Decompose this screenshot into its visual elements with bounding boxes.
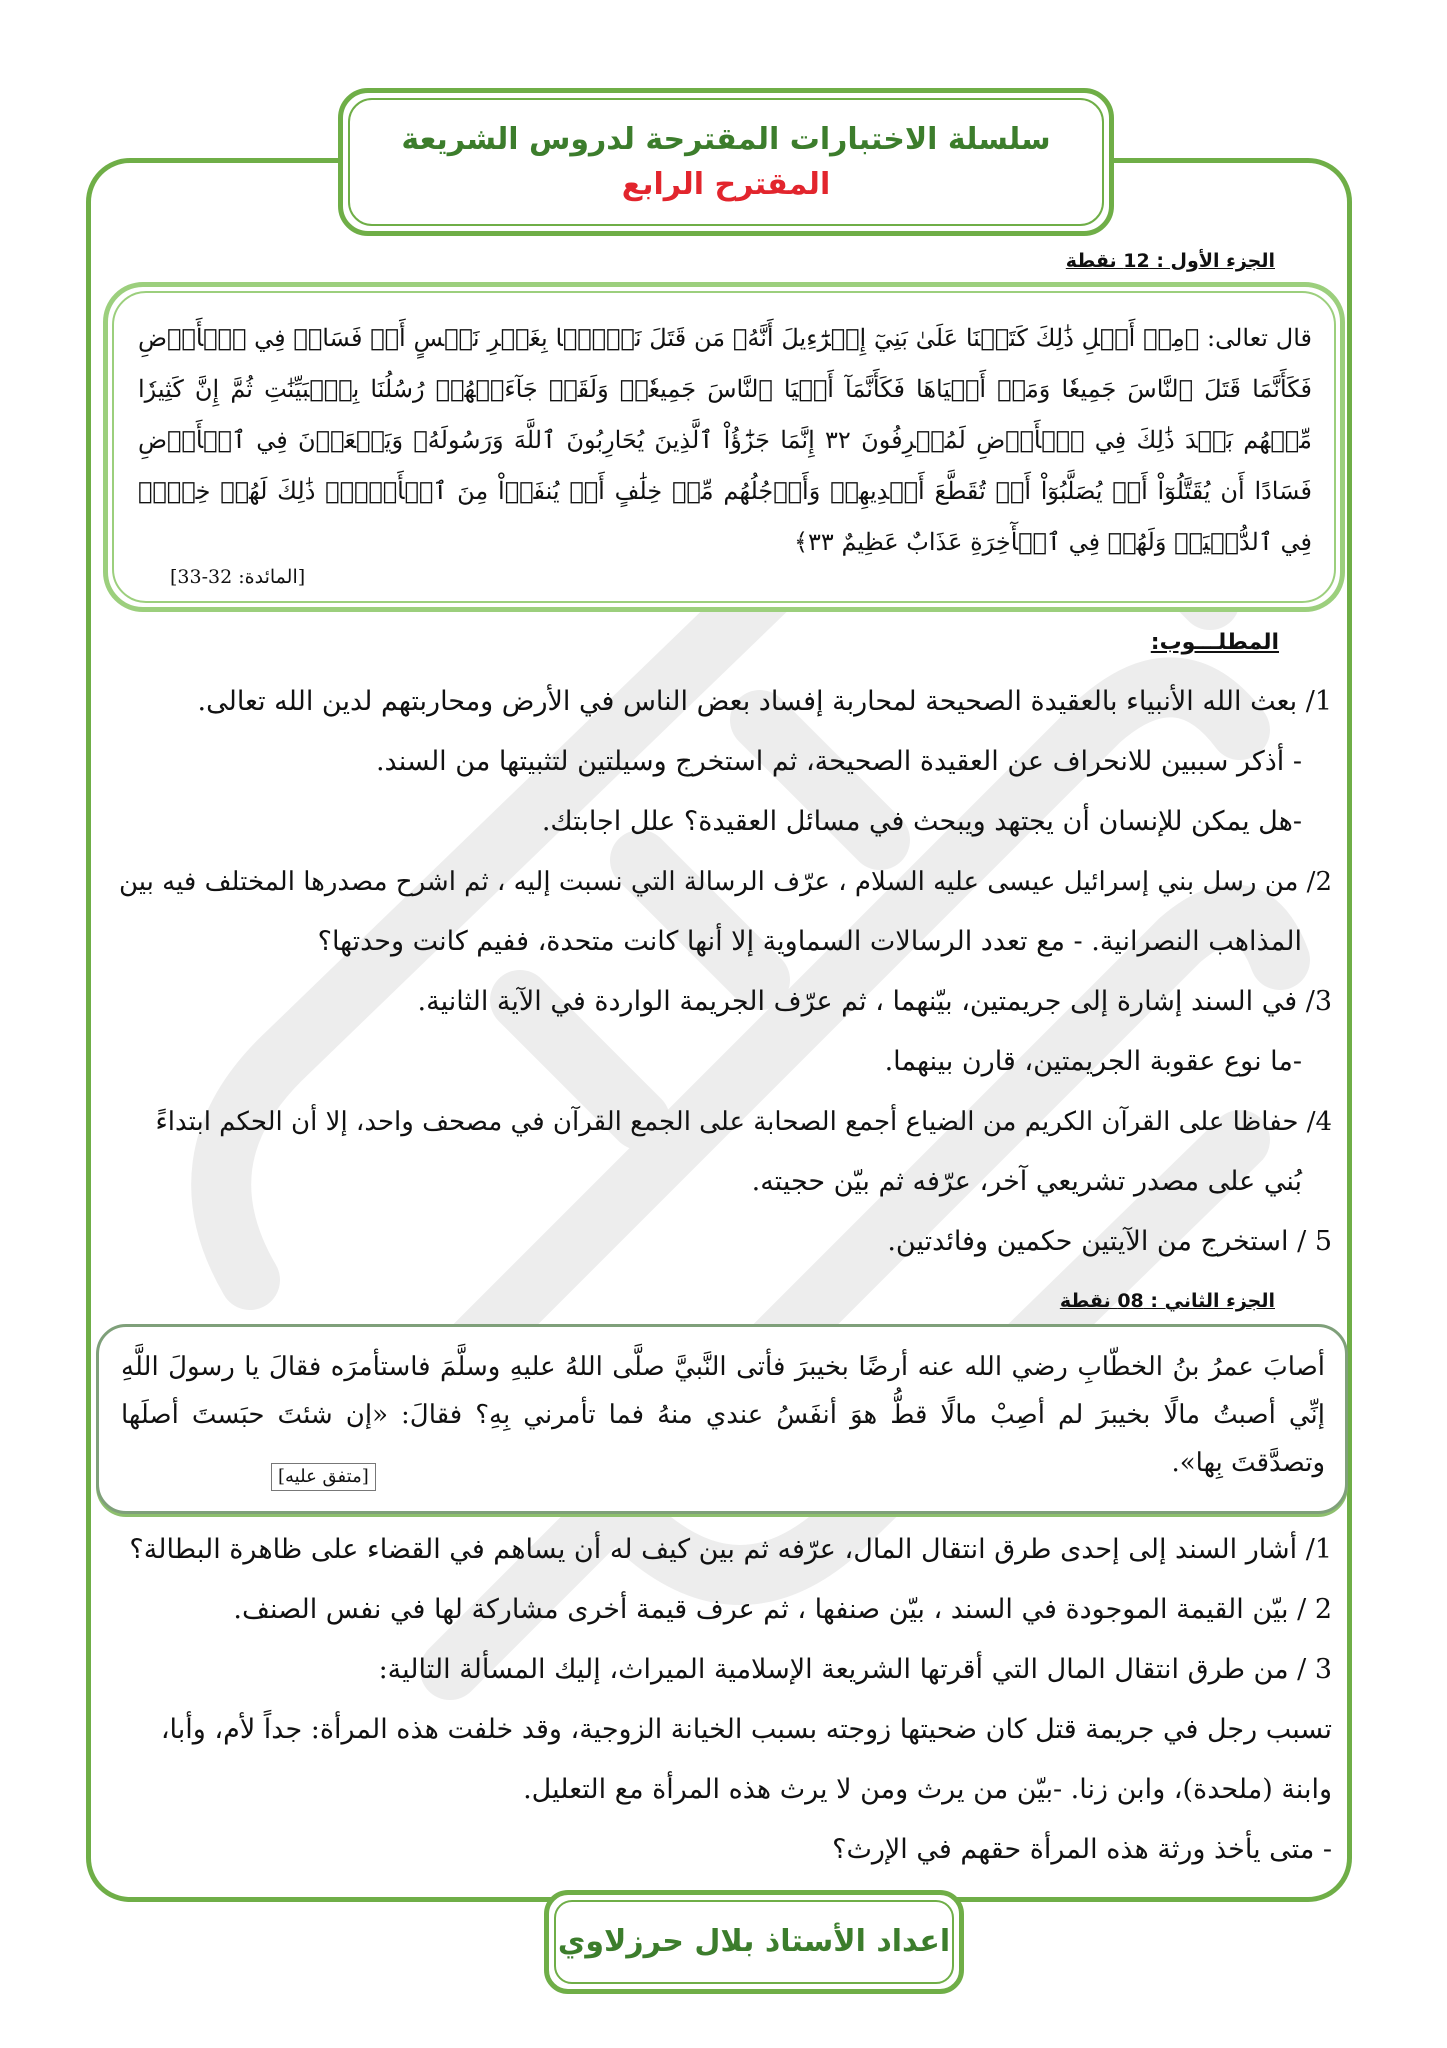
footer-box bbox=[544, 1890, 964, 1994]
part2-label: الجزء الثاني : 08 نقطة bbox=[1059, 1290, 1275, 1312]
verse-box-inner bbox=[112, 291, 1336, 603]
part1-question-2: 2/ من رسل بني إسرائيل عيسى عليه السلام ، عرّف الرسالة التي نسبت إليه ، ثم اشرح مصدرها المختلف فيه بين bbox=[119, 867, 1332, 897]
part1-label: الجزء الأول : 12 نقطة bbox=[1065, 250, 1275, 272]
part1-question-1: 1/ بعث الله الأنبياء بالعقيدة الصحيحة لمحاربة إفساد بعض الناس في الأرض ومحاربتهم لدين الله تعالى. bbox=[197, 686, 1332, 717]
hadith-reference: [متفق عليه] bbox=[271, 1463, 376, 1491]
required-label: المطلـــوب: bbox=[1150, 630, 1279, 655]
part1-question-3a: -ما نوع عقوبة الجريمتين، قارن بينهما. bbox=[884, 1046, 1302, 1077]
quran-verse: قال تعالى: ﴿مِنۡ أَجۡلِ ذَٰلِكَ كَتَبۡنَا عَلَىٰ بَنِيٓ إِسۡرَٰٓءِيلَ أَنَّهُۥ مَن قَتَلَ نَفۡسَۢا بِغَيۡرِ نَفۡسٍ أَوۡ فَسَادٖ فِي ٱلۡأَرۡضِ فَكَأَنَّمَا قَتَلَ ٱلنَّاسَ جَمِيعٗا وَمَنۡ أَحۡيَاهَا فَكَأَنَّمَآ أَحۡيَا ٱلنَّاسَ جَمِيعٗاۚ وَلَقَدۡ جَآءَتۡهُمۡ رُسُلُنَا بِٱلۡبَيِّنَٰتِ ثُمَّ إِنَّ كَثِيرٗا مِّنۡهُم بَعۡدَ ذَٰلِكَ فِي ٱلۡأَرۡضِ لَمُسۡرِفُونَ ٣٢ إِنَّمَا جَزَٰٓؤُاْ ٱلَّذِينَ يُحَارِبُونَ ٱللَّهَ وَرَسُولَهُۥ وَيَسۡعَوۡنَ فِي ٱلۡأَرۡضِ فَسَادًا أَن يُقَتَّلُوٓاْ أَوۡ يُصَلَّبُوٓاْ أَوۡ تُقَطَّعَ أَيۡدِيهِمۡ وَأَرۡجُلُهُم مِّنۡ خِلَٰفٍ أَوۡ يُنفَوۡاْ مِنَ ٱلۡأَرۡضِۚ ذَٰلِكَ لَهُمۡ خِزۡيٞ فِي ٱلدُّنۡيَاۖ وَلَهُمۡ فِي ٱلۡأٓخِرَةِ عَذَابٌ عَظِيمٌ ٣٣﴾ bbox=[138, 324, 1313, 556]
verse-reference: [المائدة: 32-33] bbox=[170, 566, 306, 588]
header-box bbox=[338, 88, 1114, 236]
hadith-text: أصابَ عمرُ بنُ الخطّابِ رضي الله عنه أرضًا بخيبرَ فأتى النَّبيَّ صلَّى اللهُ عليهِ وسلَّمَ فاستأمرَه فقالَ يا رسولَ اللَّهِ إنِّي أصبتُ مالًا بخيبرَ لم أصِبْ مالًا قطُّ هوَ أنفَسُ عندي منهُ فما تأمرني بِهِ؟ فقالَ: «إن شئتَ حبَستَ أصلَها وتصدَّقتَ بِها». bbox=[121, 1352, 1325, 1478]
verse-box bbox=[103, 282, 1345, 612]
proposal-subtitle: المقترح الرابع bbox=[621, 167, 831, 202]
header-inner-frame bbox=[348, 98, 1104, 226]
part2-question-3: 3 / من طرق انتقال المال التي أقرتها الشريعة الإسلامية الميراث، إليك المسألة التالية: bbox=[378, 1654, 1332, 1685]
hadith-box bbox=[96, 1324, 1348, 1514]
author-credit: اعداد الأستاذ بلال حرزلاوي bbox=[554, 1900, 954, 1984]
part1-question-5: 5 / استخرج من الآيتين حكمين وفائدتين. bbox=[887, 1226, 1332, 1257]
series-title: سلسلة الاختبارات المقترحة لدروس الشريعة bbox=[401, 122, 1051, 157]
part1-question-3: 3/ في السند إشارة إلى جريمتين، بيّنهما ، ثم عرّف الجريمة الواردة في الآية الثانية. bbox=[417, 986, 1332, 1017]
part1-question-1a: - أذكر سببين للانحراف عن العقيدة الصحيحة، ثم استخرج وسيلتين لتثبيتها من السند. bbox=[375, 746, 1302, 777]
part1-question-4: 4/ حفاظا على القرآن الكريم من الضياع أجمع الصحابة على الجمع القرآن في مصحف واحد، إلا أن الحكم ابتداءً bbox=[155, 1107, 1332, 1137]
part2-question-1: 1/ أشار السند إلى إحدى طرق انتقال المال، عرّفه ثم بين كيف له أن يساهم في القضاء على ظاهرة البطالة؟ bbox=[129, 1534, 1332, 1565]
part2-question-2: 2 / بيّن القيمة الموجودة في السند ، بيّن صنفها ، ثم عرف قيمة أخرى مشاركة لها في نفس الصنف. bbox=[233, 1594, 1332, 1625]
part1-question-4a: بُني على مصدر تشريعي آخر، عرّفه ثم بيّن حجيته. bbox=[751, 1166, 1302, 1197]
part2-case-line-1: تسبب رجل في جريمة قتل كان ضحيتها زوجته بسبب الخيانة الزوجية، وقد خلفت هذه المرأة: جداً لأم، وأبا، bbox=[160, 1714, 1332, 1745]
part2-case-line-3: - متى يأخذ ورثة هذه المرأة حقهم في الإرث؟ bbox=[832, 1834, 1332, 1865]
part2-case-line-2: وابنة (ملحدة)، وابن زنا. -بيّن من يرث ومن لا يرث هذه المرأة مع التعليل. bbox=[523, 1774, 1332, 1805]
part1-question-2a: المذاهب النصرانية. - مع تعدد الرسالات السماوية إلا أنها كانت متحدة، ففيم كانت وحدتها؟ bbox=[317, 926, 1302, 957]
part1-question-1b: -هل يمكن للإنسان أن يجتهد ويبحث في مسائل العقيدة؟ علل اجابتك. bbox=[541, 806, 1302, 837]
